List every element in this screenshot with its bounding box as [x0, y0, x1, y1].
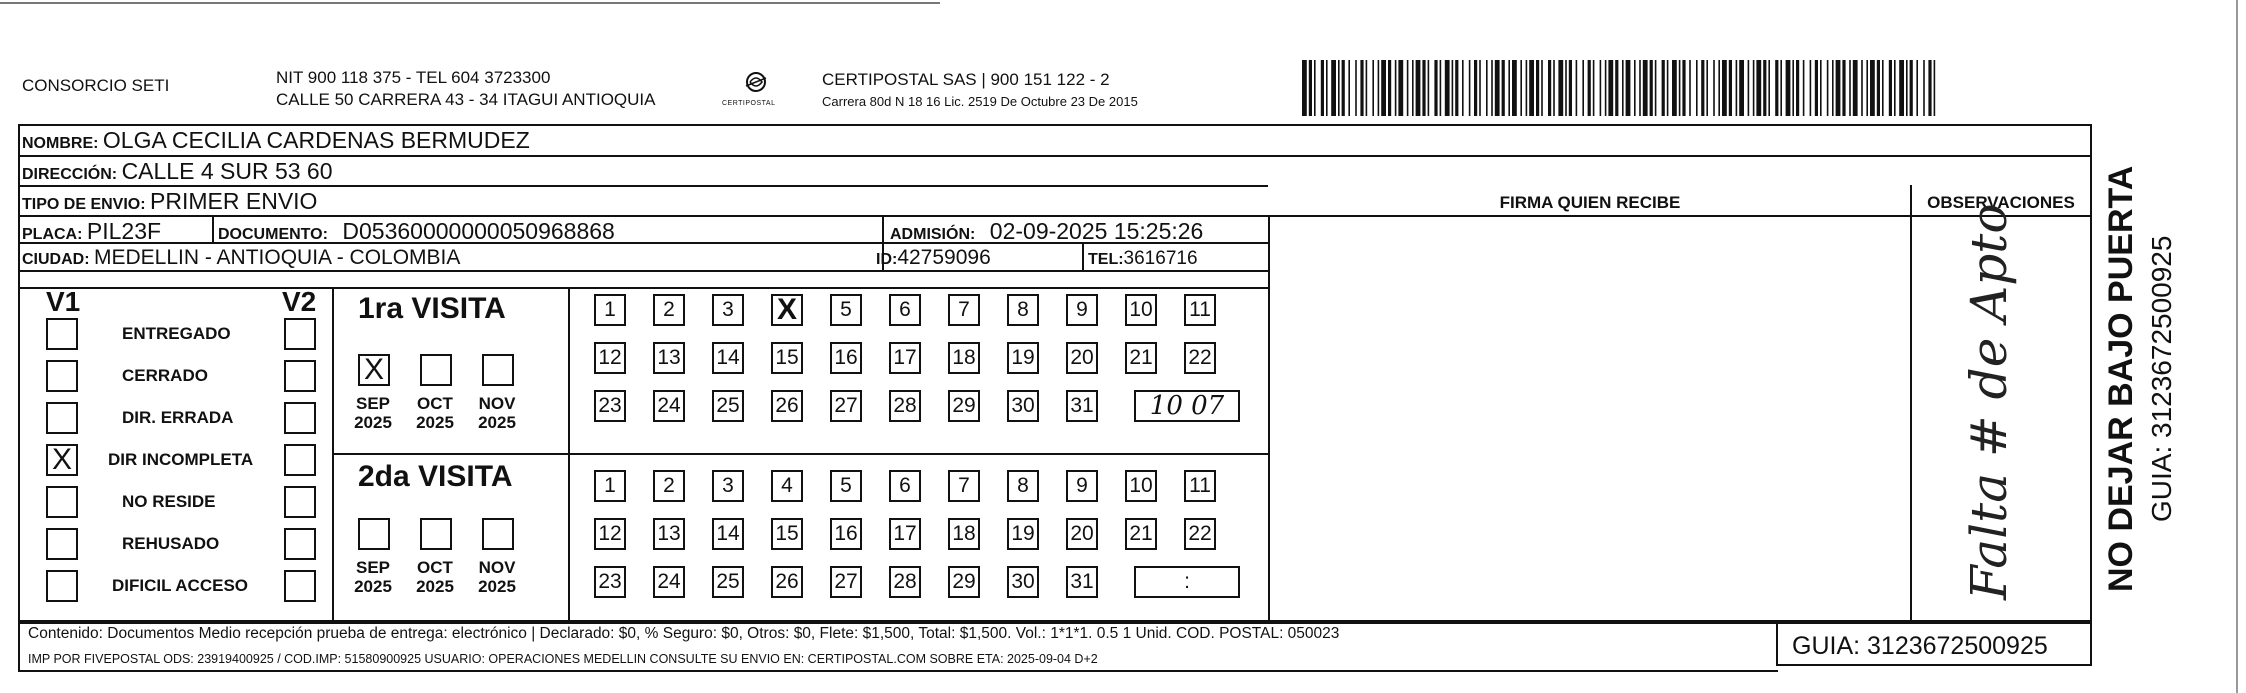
first-visit-month-checkbox[interactable]	[358, 354, 390, 386]
first-visit-day-box[interactable]: 26	[771, 390, 803, 422]
scan-right-edge	[2236, 0, 2238, 693]
barcode-bar	[1894, 60, 1896, 116]
barcode-bar	[1407, 60, 1409, 116]
barcode-bar	[1486, 60, 1488, 116]
second-visit-day-box[interactable]: 18	[948, 518, 980, 550]
side-warning: NO DEJAR BAJO PUERTA	[2102, 165, 2140, 592]
second-visit-day-box[interactable]: 14	[712, 518, 744, 550]
second-visit-day-box[interactable]: 25	[712, 566, 744, 598]
scan-edge-line	[0, 2, 940, 4]
barcode-bar	[1739, 60, 1744, 116]
v2-checkbox[interactable]	[284, 570, 316, 602]
second-visit-day-box[interactable]: 16	[830, 518, 862, 550]
first-visit-time-box[interactable]: 10 07	[1134, 390, 1240, 422]
barcode-bar	[1775, 60, 1778, 116]
first-visit-month-label: SEP 2025	[354, 394, 392, 432]
barcode-bar	[1753, 60, 1755, 116]
barcode-bar	[1763, 60, 1766, 116]
barcode-bar	[1756, 60, 1761, 116]
company-name: CONSORCIO SETI	[22, 76, 170, 95]
barcode-bar	[1548, 60, 1551, 116]
first-visit-day-box[interactable]: 30	[1007, 390, 1039, 422]
ciudad-value: MEDELLIN - ANTIOQUIA - COLOMBIA	[94, 246, 461, 269]
second-visit-day-box[interactable]: 9	[1066, 470, 1098, 502]
second-visit-title: 2da VISITA	[358, 460, 513, 493]
barcode-bar	[1395, 60, 1397, 116]
barcode-bar	[1321, 60, 1324, 116]
barcode-bar	[1428, 60, 1430, 116]
first-visit-title: 1ra VISITA	[358, 292, 506, 325]
first-visit-day-box[interactable]: 17	[889, 342, 921, 374]
barcode-bar	[1672, 60, 1677, 116]
direccion-value: CALLE 4 SUR 53 60	[121, 158, 333, 184]
v2-checkbox[interactable]	[284, 486, 316, 518]
v2-checkbox[interactable]	[284, 402, 316, 434]
v1-label: V1	[46, 286, 81, 317]
id-cell	[876, 246, 991, 270]
second-visit-day-box[interactable]: 22	[1184, 518, 1216, 550]
first-visit-day-box[interactable]: 10	[1125, 294, 1157, 326]
barcode-bar	[1889, 60, 1892, 116]
barcode-bar	[1569, 60, 1572, 116]
ciudad-label: CIUDAD:	[22, 251, 90, 268]
barcode-bar	[1331, 60, 1336, 116]
second-visit-day-box[interactable]: 17	[889, 518, 921, 550]
certipostal-logo	[720, 68, 780, 112]
barcode-bar	[1866, 60, 1868, 116]
address-line: CALLE 50 CARRERA 43 - 34 ITAGUI ANTIOQUIA	[276, 90, 656, 109]
barcode-bar	[1836, 60, 1841, 116]
barcode-bar	[1810, 60, 1812, 116]
v1-checkbox[interactable]	[46, 402, 78, 434]
barcode-bar	[1916, 60, 1918, 116]
direccion-label: DIRECCIÓN:	[22, 166, 118, 183]
barcode-bar	[1820, 60, 1822, 116]
barcode-bar	[1479, 60, 1481, 116]
side-guia: GUIA: 3123672500925	[2146, 235, 2177, 522]
barcode-bar	[1491, 60, 1493, 116]
status-option-label: REHUSADO	[122, 534, 220, 553]
barcode-bar	[1338, 60, 1340, 116]
barcode-bar	[1626, 60, 1631, 116]
v2-checkbox[interactable]	[284, 318, 316, 350]
logo-text: CERTIPOSTAL	[722, 100, 776, 107]
barcode-bar	[1565, 60, 1567, 116]
nit-line: NIT 900 118 375 - TEL 604 3723300	[276, 68, 551, 87]
second-visit-month-label: OCT 2025	[416, 558, 454, 596]
first-visit-day-box[interactable]: 22	[1184, 342, 1216, 374]
second-visit-day-box[interactable]: 30	[1007, 566, 1039, 598]
barcode-bar	[1736, 60, 1738, 116]
barcode-bar	[1398, 60, 1403, 116]
second-visit-day-box[interactable]: 19	[1007, 518, 1039, 550]
barcode-bar	[1849, 60, 1851, 116]
barcode-bar	[1899, 60, 1904, 116]
second-visit-month-label: SEP 2025	[354, 558, 392, 596]
status-option-label: DIR INCOMPLETA	[108, 450, 254, 469]
first-visit-day-box[interactable]: 25	[712, 390, 744, 422]
first-visit-month-label: NOV 2025	[478, 394, 516, 432]
second-visit-day-box[interactable]: 8	[1007, 470, 1039, 502]
admision-label: ADMISIÓN:	[890, 226, 976, 243]
barcode-bar	[1718, 60, 1720, 116]
barcode-bar	[1643, 60, 1648, 116]
barcode-bar	[1508, 60, 1510, 116]
barcode-bar	[1520, 60, 1522, 116]
documento-label: DOCUMENTO:	[218, 226, 328, 243]
barcode-bar	[1682, 60, 1685, 116]
barcode-bar	[1582, 60, 1584, 116]
barcode-bar	[1416, 60, 1421, 116]
id-label: ID:	[876, 251, 898, 268]
first-visit-day-box[interactable]: X	[771, 294, 803, 326]
barcode-bar	[1729, 60, 1732, 116]
v1-checkbox[interactable]	[46, 318, 78, 350]
certipostal-line: CERTIPOSTAL SAS | 900 151 122 - 2	[822, 70, 1110, 89]
barcode-bar	[1381, 60, 1386, 116]
barcode-bar	[1372, 60, 1374, 116]
admision-value: 02-09-2025 15:25:26	[989, 218, 1204, 244]
second-visit-day-box[interactable]: 26	[771, 566, 803, 598]
status-option-label: NO RESIDE	[122, 492, 216, 511]
barcode-bar	[1326, 60, 1328, 116]
barcode-bar	[1445, 60, 1450, 116]
barcode-bar	[1748, 60, 1750, 116]
barcode-bar	[1882, 60, 1884, 116]
first-visit-day-box[interactable]: 20	[1066, 342, 1098, 374]
barcode-bar	[1474, 60, 1477, 116]
barcode-bar	[1792, 60, 1794, 116]
first-visit-day-box[interactable]: 9	[1066, 294, 1098, 326]
first-visit-day-box[interactable]: 24	[653, 390, 685, 422]
tel-cell	[1088, 248, 1198, 270]
first-visit-day-box[interactable]: 21	[1125, 342, 1157, 374]
barcode-bar	[1593, 60, 1595, 116]
tipo-row	[22, 188, 317, 215]
observaciones-handwriting: Falta # de Apto	[1960, 203, 2018, 600]
second-visit-month-label: NOV 2025	[478, 558, 516, 596]
tipo-value: PRIMER ENVIO	[150, 188, 318, 214]
imp-text: IMP POR FIVEPOSTAL ODS: 23919400925 / COD.IMP: 51580900925 USUARIO: OPERACIONES MEDELLIN CONSULTE SU ENVIO EN: CERTIPOSTAL.COM SOBRE ETA: 2025-09-04 D+2	[28, 652, 1098, 666]
second-visit-day-box[interactable]: 2	[653, 470, 685, 502]
first-visit-day-box[interactable]: 3	[712, 294, 744, 326]
tipo-label: TIPO DE ENVIO:	[22, 196, 146, 213]
barcode-bar	[1780, 60, 1782, 116]
barcode-bar	[1605, 60, 1607, 116]
barcode-bar	[1650, 60, 1653, 116]
v1-checkbox[interactable]	[46, 360, 78, 392]
first-visit-month-checkbox[interactable]	[482, 354, 514, 386]
second-visit-month-checkbox[interactable]	[358, 518, 390, 550]
first-visit-day-box[interactable]: 28	[889, 390, 921, 422]
barcode-bar	[1877, 60, 1880, 116]
ciudad-cell	[22, 246, 460, 270]
v2-label: V2	[282, 286, 317, 317]
barcode-bar	[1706, 60, 1708, 116]
status-option-label: DIFICIL ACCESO	[112, 576, 249, 595]
barcode-bar	[1842, 60, 1845, 116]
second-visit-day-box[interactable]: 7	[948, 470, 980, 502]
status-option-label: DIR. ERRADA	[122, 408, 234, 427]
barcode-bar	[1662, 60, 1665, 116]
barcode-bar	[1615, 60, 1618, 116]
second-visit-day-box[interactable]: 15	[771, 518, 803, 550]
documento-cell	[218, 218, 615, 245]
barcode-bar	[1934, 60, 1936, 116]
second-visit-day-box[interactable]: 23	[594, 566, 626, 598]
barcode-bar	[1455, 60, 1458, 116]
observaciones-header: OBSERVACIONES	[1927, 193, 2075, 212]
barcode-bar	[1558, 60, 1563, 116]
v1-checkbox[interactable]	[46, 486, 78, 518]
barcode-bar	[1302, 60, 1307, 116]
barcode-bar	[1342, 60, 1345, 116]
barcode-bar	[1576, 60, 1578, 116]
barcode-bar	[1541, 60, 1543, 116]
barcode-bar	[1634, 60, 1636, 116]
barcode-bar	[1701, 60, 1704, 116]
barcode-bar	[1910, 60, 1913, 116]
barcode-bar	[1434, 60, 1437, 116]
check-mark: X	[363, 353, 384, 386]
second-visit-day-box[interactable]: 29	[948, 566, 980, 598]
barcode-bar	[1422, 60, 1425, 116]
barcode-bar	[1412, 60, 1414, 116]
barcode-bar	[1529, 60, 1534, 116]
first-visit-day-box[interactable]: 8	[1007, 294, 1039, 326]
second-visit-day-box[interactable]: 31	[1066, 566, 1098, 598]
barcode-bar	[1440, 60, 1442, 116]
second-visit-day-box[interactable]: 24	[653, 566, 685, 598]
second-visit-day-box[interactable]: 3	[712, 470, 744, 502]
second-visit-day-box[interactable]: 1	[594, 470, 626, 502]
second-visit-day-box[interactable]: 11	[1184, 470, 1216, 502]
second-visit-day-box[interactable]: 12	[594, 518, 626, 550]
barcode-bar	[1768, 60, 1770, 116]
first-visit-day-box[interactable]: 5	[830, 294, 862, 326]
barcode-bar	[1655, 60, 1657, 116]
first-visit-day-box[interactable]: 31	[1066, 390, 1098, 422]
barcode-bar	[1815, 60, 1818, 116]
admision-cell	[890, 218, 1203, 245]
documento-value: D05360000000050968868	[342, 218, 615, 244]
tel-label: TEL:	[1088, 251, 1124, 268]
barcode-bar	[1923, 60, 1925, 116]
barcode-bar	[1689, 60, 1691, 116]
barcode-bar	[1600, 60, 1602, 116]
barcode-bar	[1796, 60, 1799, 116]
barcode-bar	[1870, 60, 1875, 116]
first-visit-day-box[interactable]: 14	[712, 342, 744, 374]
barcode-bar	[1348, 60, 1350, 116]
second-visit-day-box[interactable]: 5	[830, 470, 862, 502]
second-visit-day-box[interactable]: 20	[1066, 518, 1098, 550]
barcode-bar	[1803, 60, 1805, 116]
barcode-bar	[1679, 60, 1681, 116]
first-visit-month-checkbox[interactable]	[420, 354, 452, 386]
v2-checkbox[interactable]	[284, 444, 316, 476]
barcode-bar	[1928, 60, 1931, 116]
barcode-bar	[1722, 60, 1727, 116]
barcode-bar	[1639, 60, 1641, 116]
barcode-bar	[1536, 60, 1539, 116]
barcode-bar	[1713, 60, 1715, 116]
first-visit-day-box[interactable]: 1	[594, 294, 626, 326]
id-value: 42759096	[897, 246, 991, 269]
barcode-bar	[1512, 60, 1517, 116]
second-visit-day-box[interactable]: 4	[771, 470, 803, 502]
status-option-label: CERRADO	[122, 366, 208, 385]
barcode-bar	[1469, 60, 1471, 116]
barcode-bar	[1388, 60, 1391, 116]
tel-value: 3616716	[1123, 248, 1198, 269]
barcode-bar	[1553, 60, 1555, 116]
barcode-bar	[1827, 60, 1829, 116]
first-visit-month-label: OCT 2025	[416, 394, 454, 432]
second-visit-day-box[interactable]: 6	[889, 470, 921, 502]
status-option-label: ENTREGADO	[122, 324, 231, 343]
barcode-bar	[1608, 60, 1613, 116]
first-visit-day-box[interactable]: 13	[653, 342, 685, 374]
placa-value: PIL23F	[86, 218, 162, 244]
first-visit-day-box[interactable]: 23	[594, 390, 626, 422]
nombre-label: NOMBRE:	[22, 135, 99, 152]
barcode-bar	[1502, 60, 1505, 116]
v1-checkbox[interactable]	[46, 528, 78, 560]
barcode	[1302, 60, 1942, 116]
second-visit-day-box[interactable]: 10	[1125, 470, 1157, 502]
second-visit-day-box[interactable]: 21	[1125, 518, 1157, 550]
check-mark: X	[51, 443, 72, 476]
first-visit-day-box[interactable]: 15	[771, 342, 803, 374]
second-visit-day-box[interactable]: 27	[830, 566, 862, 598]
footer-guia: GUIA: 3123672500925	[1792, 632, 2048, 660]
first-visit-day-box[interactable]: 29	[948, 390, 980, 422]
barcode-bar	[1360, 60, 1363, 116]
barcode-bar	[1378, 60, 1380, 116]
barcode-bar	[1696, 60, 1698, 116]
barcode-bar	[1355, 60, 1357, 116]
barcode-bar	[1667, 60, 1669, 116]
direccion-row	[22, 158, 333, 185]
barcode-bar	[1861, 60, 1863, 116]
second-visit-day-box[interactable]: 13	[653, 518, 685, 550]
second-visit-month-checkbox[interactable]	[482, 518, 514, 550]
second-visit-day-box[interactable]: 28	[889, 566, 921, 598]
v2-checkbox[interactable]	[284, 528, 316, 560]
first-visit-day-box[interactable]: 19	[1007, 342, 1039, 374]
nombre-row	[22, 127, 530, 154]
firma-header: FIRMA QUIEN RECIBE	[1499, 193, 1681, 212]
first-visit-day-box[interactable]: 27	[830, 390, 862, 422]
first-visit-day-box[interactable]: 12	[594, 342, 626, 374]
barcode-bar	[1366, 60, 1368, 116]
barcode-bar	[1622, 60, 1624, 116]
barcode-bar	[1786, 60, 1791, 116]
first-visit-day-box[interactable]: 18	[948, 342, 980, 374]
v1-checkbox[interactable]	[46, 570, 78, 602]
barcode-bar	[1309, 60, 1312, 116]
barcode-bar	[1853, 60, 1858, 116]
second-visit-time-box[interactable]: :	[1134, 566, 1240, 598]
barcode-bar	[1452, 60, 1454, 116]
license-line: Carrera 80d N 18 16 Lic. 2519 De Octubre 23 De 2015	[822, 94, 1138, 109]
first-visit-day-box[interactable]: 7	[948, 294, 980, 326]
first-visit-day-box[interactable]: 16	[830, 342, 862, 374]
contenido-text: Contenido: Documentos Medio recepción prueba de entrega: electrónico | Declarado: $0, % Seguro: $0, Otros: $0, Flete: $1,500, Total: $1,500. Vol.: 1*1*1. 0.5 1 Unid. COD. POSTAL: 050023	[28, 625, 1340, 642]
placa-cell	[22, 218, 161, 245]
barcode-bar	[1832, 60, 1834, 116]
barcode-bar	[1495, 60, 1500, 116]
barcode-bar	[1462, 60, 1464, 116]
placa-label: PLACA:	[22, 226, 83, 243]
barcode-bar	[1526, 60, 1528, 116]
second-visit-month-checkbox[interactable]	[420, 518, 452, 550]
v2-checkbox[interactable]	[284, 360, 316, 392]
barcode-bar	[1906, 60, 1908, 116]
first-visit-day-box[interactable]: 11	[1184, 294, 1216, 326]
barcode-bar	[1314, 60, 1316, 116]
first-visit-day-box[interactable]: 2	[653, 294, 685, 326]
first-visit-day-box[interactable]: 6	[889, 294, 921, 326]
nombre-value: OLGA CECILIA CARDENAS BERMUDEZ	[102, 127, 530, 153]
v1-checkbox[interactable]	[46, 444, 78, 476]
barcode-bar	[1588, 60, 1591, 116]
